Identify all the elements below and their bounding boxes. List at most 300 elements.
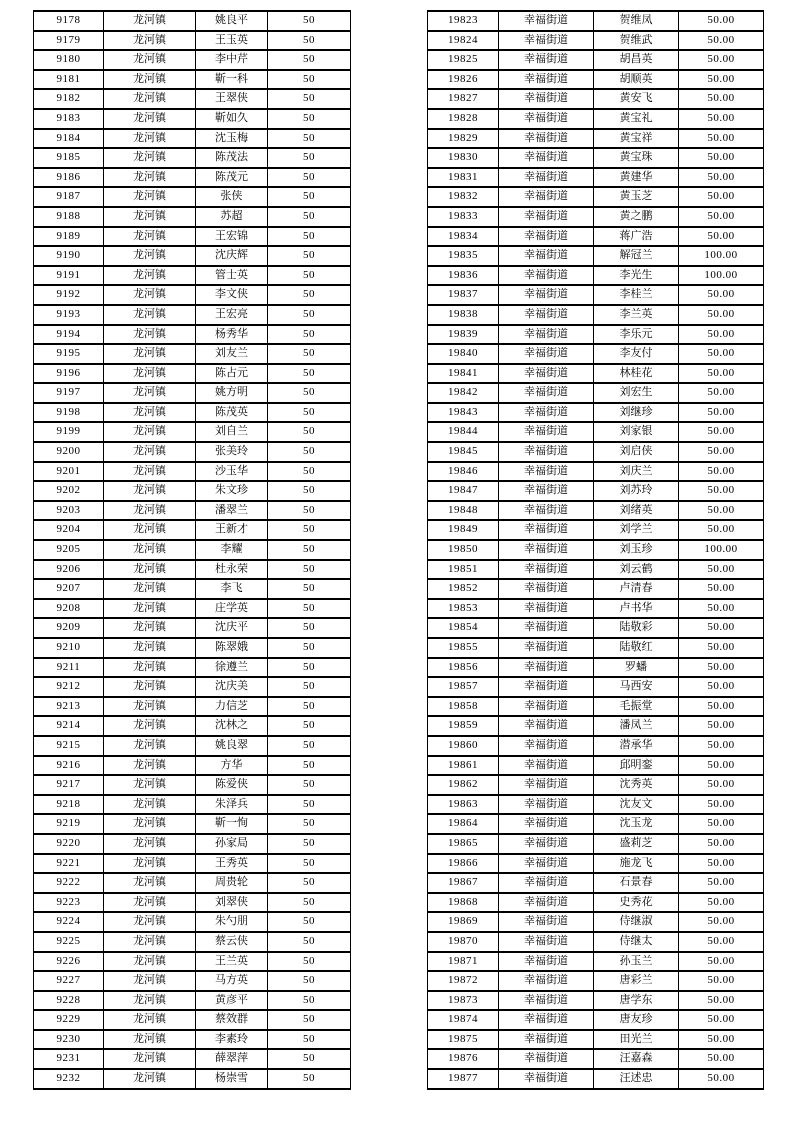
table-row [428, 658, 764, 678]
amount-cell: 50 [268, 893, 351, 913]
amount-cell: 50.00 [679, 325, 764, 345]
record-id-cell: 9197 [34, 383, 104, 403]
district-cell: 龙河镇 [104, 364, 196, 384]
person-name-cell: 刘玉珍 [594, 540, 679, 560]
table-row [34, 579, 351, 599]
table-row [428, 1010, 764, 1030]
table-row [428, 560, 764, 580]
table-row [34, 971, 351, 991]
table-row [34, 756, 351, 776]
amount-cell: 50.00 [679, 736, 764, 756]
record-id-cell: 9213 [34, 697, 104, 717]
district-cell: 龙河镇 [104, 383, 196, 403]
amount-cell: 50 [268, 403, 351, 423]
amount-cell: 50.00 [679, 756, 764, 776]
person-name-cell: 王新才 [196, 520, 268, 540]
district-cell: 幸福街道 [499, 952, 594, 972]
table-row [428, 932, 764, 952]
district-cell: 龙河镇 [104, 932, 196, 952]
person-name-cell: 沈友文 [594, 795, 679, 815]
district-cell: 龙河镇 [104, 697, 196, 717]
table-row [428, 305, 764, 325]
district-cell: 龙河镇 [104, 560, 196, 580]
table-row [34, 618, 351, 638]
table-row [34, 11, 351, 31]
district-cell: 龙河镇 [104, 756, 196, 776]
table-row [428, 129, 764, 149]
payment-table-right [427, 10, 764, 1090]
person-name-cell: 陈爱侠 [196, 775, 268, 795]
amount-cell: 100.00 [679, 540, 764, 560]
person-name-cell: 刘自兰 [196, 422, 268, 442]
person-name-cell: 张侠 [196, 187, 268, 207]
person-name-cell: 刘友兰 [196, 344, 268, 364]
record-id-cell: 19864 [428, 814, 499, 834]
district-cell: 幸福街道 [499, 697, 594, 717]
amount-cell: 50.00 [679, 31, 764, 51]
district-cell: 龙河镇 [104, 873, 196, 893]
table-row [34, 109, 351, 129]
table-row [428, 31, 764, 51]
person-name-cell: 力信芝 [196, 697, 268, 717]
record-id-cell: 19863 [428, 795, 499, 815]
record-id-cell: 19862 [428, 775, 499, 795]
amount-cell: 50.00 [679, 364, 764, 384]
district-cell: 幸福街道 [499, 1010, 594, 1030]
district-cell: 龙河镇 [104, 540, 196, 560]
table-row [428, 912, 764, 932]
person-name-cell: 王宏亮 [196, 305, 268, 325]
person-name-cell: 唐彩兰 [594, 971, 679, 991]
amount-cell: 50.00 [679, 442, 764, 462]
district-cell: 龙河镇 [104, 11, 196, 31]
district-cell: 龙河镇 [104, 501, 196, 521]
table-row [34, 834, 351, 854]
amount-cell: 50 [268, 952, 351, 972]
table-row [428, 1030, 764, 1050]
record-id-cell: 9184 [34, 129, 104, 149]
table-row [428, 893, 764, 913]
amount-cell: 50.00 [679, 462, 764, 482]
district-cell: 龙河镇 [104, 834, 196, 854]
table-row [428, 834, 764, 854]
person-name-cell: 黄玉芝 [594, 187, 679, 207]
district-cell: 幸福街道 [499, 1030, 594, 1050]
record-id-cell: 9223 [34, 893, 104, 913]
table-row [428, 991, 764, 1011]
district-cell: 幸福街道 [499, 579, 594, 599]
amount-cell: 50.00 [679, 795, 764, 815]
record-id-cell: 9219 [34, 814, 104, 834]
table-row [34, 462, 351, 482]
district-cell: 龙河镇 [104, 266, 196, 286]
table-row [34, 344, 351, 364]
amount-cell: 50.00 [679, 109, 764, 129]
amount-cell: 50 [268, 501, 351, 521]
district-cell: 幸福街道 [499, 893, 594, 913]
record-id-cell: 19867 [428, 873, 499, 893]
person-name-cell: 陈占元 [196, 364, 268, 384]
district-cell: 幸福街道 [499, 501, 594, 521]
record-id-cell: 19859 [428, 716, 499, 736]
district-cell: 幸福街道 [499, 716, 594, 736]
table-row [428, 756, 764, 776]
person-name-cell: 沈庆美 [196, 677, 268, 697]
record-id-cell: 19851 [428, 560, 499, 580]
person-name-cell: 苏超 [196, 207, 268, 227]
amount-cell: 50.00 [679, 403, 764, 423]
amount-cell: 50 [268, 442, 351, 462]
table-row [34, 481, 351, 501]
amount-cell: 50 [268, 207, 351, 227]
district-cell: 幸福街道 [499, 89, 594, 109]
table-row [34, 736, 351, 756]
person-name-cell: 李素玲 [196, 1030, 268, 1050]
table-row [428, 736, 764, 756]
amount-cell: 50.00 [679, 1010, 764, 1030]
district-cell: 幸福街道 [499, 736, 594, 756]
record-id-cell: 9206 [34, 560, 104, 580]
person-name-cell: 黄宝祥 [594, 129, 679, 149]
record-id-cell: 9212 [34, 677, 104, 697]
district-cell: 幸福街道 [499, 481, 594, 501]
amount-cell: 50 [268, 422, 351, 442]
amount-cell: 100.00 [679, 246, 764, 266]
district-cell: 幸福街道 [499, 854, 594, 874]
record-id-cell: 19856 [428, 658, 499, 678]
amount-cell: 50 [268, 285, 351, 305]
record-id-cell: 9190 [34, 246, 104, 266]
table-row [428, 246, 764, 266]
record-id-cell: 9224 [34, 912, 104, 932]
district-cell: 龙河镇 [104, 89, 196, 109]
amount-cell: 50.00 [679, 893, 764, 913]
person-name-cell: 庄学英 [196, 599, 268, 619]
amount-cell: 50 [268, 716, 351, 736]
amount-cell: 50.00 [679, 187, 764, 207]
record-id-cell: 9188 [34, 207, 104, 227]
table-row [34, 520, 351, 540]
amount-cell: 50.00 [679, 599, 764, 619]
person-name-cell: 朱泽兵 [196, 795, 268, 815]
payment-table-left [33, 10, 351, 1090]
district-cell: 幸福街道 [499, 677, 594, 697]
amount-cell: 50 [268, 50, 351, 70]
person-name-cell: 薛翠萍 [196, 1049, 268, 1069]
table-row [34, 560, 351, 580]
district-cell: 幸福街道 [499, 462, 594, 482]
record-id-cell: 9227 [34, 971, 104, 991]
person-name-cell: 沈秀英 [594, 775, 679, 795]
person-name-cell: 陆敬彩 [594, 618, 679, 638]
amount-cell: 50 [268, 89, 351, 109]
person-name-cell: 姚良平 [196, 11, 268, 31]
district-cell: 龙河镇 [104, 50, 196, 70]
record-id-cell: 9180 [34, 50, 104, 70]
amount-cell: 50.00 [679, 873, 764, 893]
record-id-cell: 9228 [34, 991, 104, 1011]
record-id-cell: 19836 [428, 266, 499, 286]
record-id-cell: 19835 [428, 246, 499, 266]
table-row [34, 893, 351, 913]
table-row [34, 364, 351, 384]
record-id-cell: 19869 [428, 912, 499, 932]
table-row [428, 50, 764, 70]
record-id-cell: 9229 [34, 1010, 104, 1030]
person-name-cell: 陈茂法 [196, 148, 268, 168]
person-name-cell: 李乐元 [594, 325, 679, 345]
district-cell: 幸福街道 [499, 834, 594, 854]
record-id-cell: 19844 [428, 422, 499, 442]
record-id-cell: 9216 [34, 756, 104, 776]
district-cell: 龙河镇 [104, 795, 196, 815]
person-name-cell: 王兰英 [196, 952, 268, 972]
table-row [428, 795, 764, 815]
district-cell: 龙河镇 [104, 638, 196, 658]
amount-cell: 50 [268, 168, 351, 188]
table-row [34, 697, 351, 717]
amount-cell: 50 [268, 971, 351, 991]
district-cell: 幸福街道 [499, 187, 594, 207]
amount-cell: 50 [268, 658, 351, 678]
record-id-cell: 9198 [34, 403, 104, 423]
record-id-cell: 19825 [428, 50, 499, 70]
district-cell: 龙河镇 [104, 344, 196, 364]
amount-cell: 50.00 [679, 285, 764, 305]
record-id-cell: 19865 [428, 834, 499, 854]
table-row [428, 442, 764, 462]
record-id-cell: 19828 [428, 109, 499, 129]
amount-cell: 50 [268, 246, 351, 266]
amount-cell: 50.00 [679, 775, 764, 795]
amount-cell: 50.00 [679, 383, 764, 403]
amount-cell: 50 [268, 11, 351, 31]
table-row [34, 168, 351, 188]
amount-cell: 50 [268, 227, 351, 247]
district-cell: 幸福街道 [499, 227, 594, 247]
record-id-cell: 19876 [428, 1049, 499, 1069]
person-name-cell: 汪述忠 [594, 1069, 679, 1089]
record-id-cell: 9204 [34, 520, 104, 540]
person-name-cell: 刘启侠 [594, 442, 679, 462]
amount-cell: 50.00 [679, 89, 764, 109]
amount-cell: 50 [268, 854, 351, 874]
person-name-cell: 邱明銮 [594, 756, 679, 776]
district-cell: 幸福街道 [499, 305, 594, 325]
record-id-cell: 9218 [34, 795, 104, 815]
table-row [34, 70, 351, 90]
table-row [34, 932, 351, 952]
table-row [34, 285, 351, 305]
person-name-cell: 李文侠 [196, 285, 268, 305]
table-row [34, 187, 351, 207]
table-row [428, 579, 764, 599]
person-name-cell: 姚方明 [196, 383, 268, 403]
person-name-cell: 贺维凤 [594, 11, 679, 31]
amount-cell: 50.00 [679, 520, 764, 540]
amount-cell: 50.00 [679, 1049, 764, 1069]
district-cell: 龙河镇 [104, 129, 196, 149]
district-cell: 幸福街道 [499, 403, 594, 423]
district-cell: 龙河镇 [104, 481, 196, 501]
record-id-cell: 19827 [428, 89, 499, 109]
person-name-cell: 沈玉梅 [196, 129, 268, 149]
district-cell: 幸福街道 [499, 912, 594, 932]
person-name-cell: 管士英 [196, 266, 268, 286]
amount-cell: 50.00 [679, 814, 764, 834]
amount-cell: 50 [268, 1049, 351, 1069]
record-id-cell: 19849 [428, 520, 499, 540]
record-id-cell: 9232 [34, 1069, 104, 1089]
district-cell: 龙河镇 [104, 912, 196, 932]
district-cell: 幸福街道 [499, 285, 594, 305]
amount-cell: 50.00 [679, 618, 764, 638]
record-id-cell: 19852 [428, 579, 499, 599]
district-cell: 幸福街道 [499, 932, 594, 952]
amount-cell: 50.00 [679, 716, 764, 736]
person-name-cell: 刘继珍 [594, 403, 679, 423]
record-id-cell: 9179 [34, 31, 104, 51]
table-row [34, 912, 351, 932]
record-id-cell: 19843 [428, 403, 499, 423]
table-row [34, 227, 351, 247]
amount-cell: 50 [268, 677, 351, 697]
amount-cell: 50.00 [679, 207, 764, 227]
amount-cell: 50.00 [679, 129, 764, 149]
person-name-cell: 施龙飞 [594, 854, 679, 874]
district-cell: 龙河镇 [104, 148, 196, 168]
amount-cell: 50 [268, 834, 351, 854]
district-cell: 龙河镇 [104, 109, 196, 129]
record-id-cell: 9215 [34, 736, 104, 756]
record-id-cell: 19854 [428, 618, 499, 638]
district-cell: 龙河镇 [104, 1069, 196, 1089]
amount-cell: 50.00 [679, 1069, 764, 1089]
table-row [428, 775, 764, 795]
district-cell: 龙河镇 [104, 618, 196, 638]
district-cell: 幸福街道 [499, 344, 594, 364]
person-name-cell: 刘家银 [594, 422, 679, 442]
table-row [34, 775, 351, 795]
amount-cell: 50.00 [679, 971, 764, 991]
table-row [428, 89, 764, 109]
table-row [428, 697, 764, 717]
amount-cell: 50.00 [679, 579, 764, 599]
amount-cell: 50.00 [679, 305, 764, 325]
person-name-cell: 汪嘉森 [594, 1049, 679, 1069]
person-name-cell: 蒋广浩 [594, 227, 679, 247]
district-cell: 幸福街道 [499, 756, 594, 776]
table-row [428, 285, 764, 305]
district-cell: 幸福街道 [499, 364, 594, 384]
district-cell: 龙河镇 [104, 677, 196, 697]
amount-cell: 50.00 [679, 677, 764, 697]
table-row [34, 1069, 351, 1089]
table-row [34, 148, 351, 168]
table-row [34, 991, 351, 1011]
amount-cell: 50.00 [679, 834, 764, 854]
record-id-cell: 19839 [428, 325, 499, 345]
amount-cell: 50.00 [679, 991, 764, 1011]
record-id-cell: 19860 [428, 736, 499, 756]
person-name-cell: 刘学兰 [594, 520, 679, 540]
table-row [34, 129, 351, 149]
amount-cell: 50 [268, 364, 351, 384]
table-row [34, 795, 351, 815]
table-row [428, 11, 764, 31]
person-name-cell: 贺维武 [594, 31, 679, 51]
person-name-cell: 黄宝珠 [594, 148, 679, 168]
person-name-cell: 胡顺英 [594, 70, 679, 90]
district-cell: 幸福街道 [499, 129, 594, 149]
record-id-cell: 9181 [34, 70, 104, 90]
person-name-cell: 唐学东 [594, 991, 679, 1011]
person-name-cell: 杨秀华 [196, 325, 268, 345]
person-name-cell: 李中芹 [196, 50, 268, 70]
person-name-cell: 黄宝礼 [594, 109, 679, 129]
person-name-cell: 孙玉兰 [594, 952, 679, 972]
table-row [428, 814, 764, 834]
person-name-cell: 陈茂英 [196, 403, 268, 423]
amount-cell: 50 [268, 1030, 351, 1050]
person-name-cell: 沙玉华 [196, 462, 268, 482]
amount-cell: 50.00 [679, 1030, 764, 1050]
person-name-cell: 刘翠侠 [196, 893, 268, 913]
person-name-cell: 朱文珍 [196, 481, 268, 501]
table-row [428, 971, 764, 991]
amount-cell: 50 [268, 129, 351, 149]
district-cell: 幸福街道 [499, 540, 594, 560]
amount-cell: 50 [268, 1069, 351, 1089]
amount-cell: 50.00 [679, 501, 764, 521]
amount-cell: 50.00 [679, 344, 764, 364]
record-id-cell: 9231 [34, 1049, 104, 1069]
amount-cell: 50 [268, 266, 351, 286]
table-row [34, 305, 351, 325]
person-name-cell: 黄彦平 [196, 991, 268, 1011]
table-row [428, 952, 764, 972]
amount-cell: 50 [268, 795, 351, 815]
record-id-cell: 9195 [34, 344, 104, 364]
district-cell: 幸福街道 [499, 422, 594, 442]
person-name-cell: 李耀 [196, 540, 268, 560]
payment-table-right-body [428, 11, 764, 1089]
amount-cell: 50.00 [679, 854, 764, 874]
record-id-cell: 19837 [428, 285, 499, 305]
person-name-cell: 罗蟠 [594, 658, 679, 678]
person-name-cell: 方华 [196, 756, 268, 776]
amount-cell: 50.00 [679, 168, 764, 188]
amount-cell: 50 [268, 31, 351, 51]
district-cell: 幸福街道 [499, 618, 594, 638]
record-id-cell: 9207 [34, 579, 104, 599]
person-name-cell: 唐友珍 [594, 1010, 679, 1030]
amount-cell: 50 [268, 305, 351, 325]
record-id-cell: 9187 [34, 187, 104, 207]
record-id-cell: 9189 [34, 227, 104, 247]
district-cell: 幸福街道 [499, 599, 594, 619]
amount-cell: 50 [268, 325, 351, 345]
table-row [428, 1049, 764, 1069]
district-cell: 龙河镇 [104, 1049, 196, 1069]
amount-cell: 50.00 [679, 560, 764, 580]
table-row [34, 716, 351, 736]
table-row [428, 1069, 764, 1089]
amount-cell: 50.00 [679, 638, 764, 658]
amount-cell: 50 [268, 1010, 351, 1030]
person-name-cell: 马方英 [196, 971, 268, 991]
amount-cell: 50 [268, 540, 351, 560]
